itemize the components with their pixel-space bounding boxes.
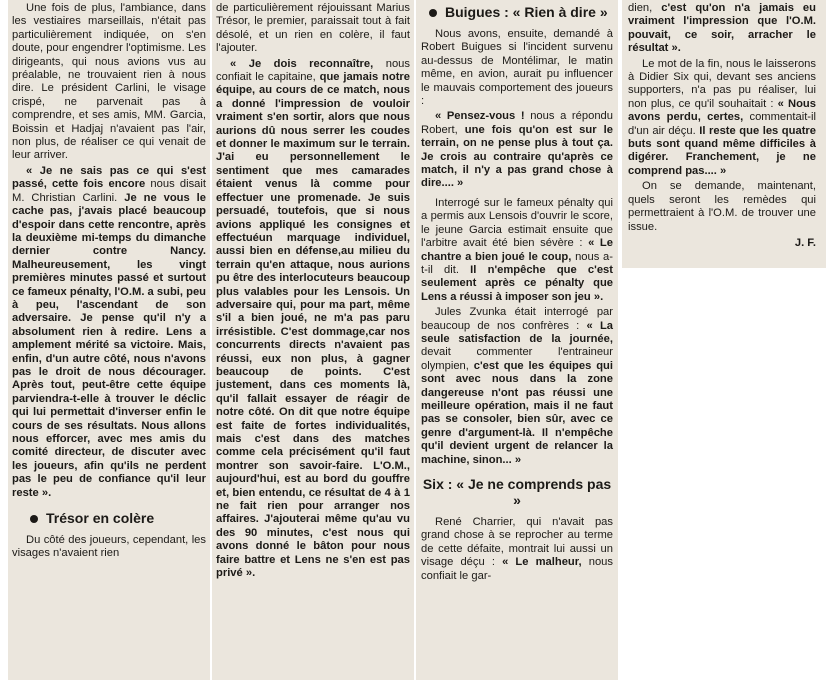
author-signature: J. F. xyxy=(794,236,816,249)
tresor-quote-paragraph xyxy=(216,58,410,581)
article-column-4 xyxy=(622,0,826,268)
six-paragraph xyxy=(628,58,816,179)
garcia-attribution: nous a-t-il dit. xyxy=(421,250,613,276)
zvunka-paragraph xyxy=(421,306,613,467)
six-attribution: commentait-il d'un air déçu. xyxy=(628,111,816,137)
carlini-quote: Je ne vous le cache pas, j'avais placé beaucoup d'espoir dans cette rencontre, après la deuxième mi-temps du dimanche dernier contre Nancy. Malheureusement, les vingt premières minutes passé et surtout ce fameux pénalty, l'O.M. a subi, peu à peu, l'ascendant de son adversaire. Je pense qu'il n'y a absolument rien à redire. Lens a amplement mérité sa victoire. Mais, enfin, d'un autre côté, nous n'avons pas le droit de nous décourager. Après tout, peut-être cette équipe parviendra-t-elle à trouver le déclic qui lui permettait d'inverser enfin le cours de ses résultats. Nous allons nous efforcer, avec mes amis du comité directeur, de discuter avec les joueurs, afin qu'ils ne perdent pas le peu de confiance qu'il leur reste ». xyxy=(12,191,206,499)
carlini-attribution: nous disait M. Christian Carlini. xyxy=(12,178,206,204)
garcia-quote-1: « Le chantre a bien joué le coup, xyxy=(421,237,613,263)
charrier-continued-intro: dien, xyxy=(628,2,662,14)
buigues-quote-paragraph xyxy=(421,110,613,190)
garcia-paragraph xyxy=(421,197,613,304)
article-column-2 xyxy=(212,0,414,680)
charrier-continued-quote: c'est qu'on n'a jamais eu vraiment l'impression que l'O.M. pouvait, ce soir, arracher le résultat ». xyxy=(628,2,816,55)
buigues-attribution: nous a répondu Robert, xyxy=(421,110,613,136)
tresor-attribution: nous confiait le capitaine, xyxy=(216,57,411,84)
six-quote-2: Il reste que les quatre buts sont quand même difficiles à digérer. Franchement, je ne comprend pas.... » xyxy=(628,124,816,177)
article-column-3 xyxy=(416,0,618,680)
tresor-quote: que jamais notre équipe, au cours de ce match, nous a donné l'impression de vouloir vraiment s'en sortir, alors que nous aurions dû nous serrer les coudes et donner le maximum sur le terrain. J'ai eu personnellement le sentiment que mes camarades étaient venus là comme pour effectuer une promenade. Je suis persuadé, toutefois, que si nous avions appliqué les consignes et effectuéun marquage individuel, aussi bien en défense,au milieu du terrain qu'en attaque, nous aurions pu être des interlocuteurs beaucoup plus valables pour les Lensois. Un adversaire qui, pour ma part, même s'il a bien joué, ne m'a pas paru irrésistible. C'est dommage,car nos concurrents directs n'avaient pas réussi, eux non plus, à gagner beaucoup de points. C'est justement, dans ces moments là, qu'il fallait essayer de réagir de notre côté. On dit que notre équipe est faite de fortes individualités, mais c'est dans des matches comme cela précisément qu'il faut montrer son savoir-faire. L'O.M., aujourd'hui, est au bord du gouffre et, bien entendu, ce résultat de 4 à 1 ne fait rien pour arranger nos affaires. J'ajouterai même qu'au vu des 90 minutes, c'est nous qui avons donné le bâton pour nous faire battre et Lens ne s'en est pas privé ». xyxy=(216,71,411,580)
six-intro: Le mot de la fin, nous le laisserons à Didier Six qui, devant ses anciens supporters, n'a pas pu réaliser, lui non plus, ce qu'il souhaitait : xyxy=(628,57,816,110)
section-heading-tresor-text: Trésor en colère xyxy=(46,510,155,527)
section-heading-six-text: Six : « Je ne comprends pas » xyxy=(422,476,612,508)
intro-paragraph: Une fois de plus, l'ambiance, dans les vestiaires marseillais, n'était pas particulièrement indiquée, on s'en doute, pour engendrer l'optimisme. Les dirigeants, qui nous avions vus au préalable, ne trouvaient rien à nous dire. Le président Carlini, le visage crispé, ne parvenait pas à comprendre, et ses amis, MM. Garcia, Boissin et Hadjaj n'avaient pas l'air, non plus, de réaliser ce qui venait de leur arriver. xyxy=(12,2,206,162)
tresor-quote-intro: « Je dois reconnaître, xyxy=(230,57,374,70)
section-heading-buigues xyxy=(429,4,613,20)
charrier-intro: René Charrier, qui n'avait pas grand chose à se reprocher au terme de cette défaite, montrait lui aussi un visage déçu : xyxy=(421,516,613,569)
article-column-1 xyxy=(8,0,210,680)
tresor-intro-paragraph: de particulièrement réjouissant Marius Trésor, le premier, paraissait tout à fait désolé, et un rien en colère, il faut l'ajouter. xyxy=(216,2,410,55)
carlini-quote-intro: « Je ne sais pas ce qui s'est passé, cette fois encore xyxy=(12,164,206,191)
zvunka-quote-1: « La seule satisfaction de la journée, xyxy=(421,319,614,345)
section-heading-tresor xyxy=(30,510,206,526)
buigues-intro-paragraph: Nous avons, ensuite, demandé à Robert Buigues si l'incident survenu au-dessus de Montélimar, le matin même, en avion, aurait pu influencer le mauvais comportement des joueurs : xyxy=(421,28,613,108)
bullet-icon xyxy=(429,9,437,17)
charrier-attribution: nous confiait le gar- xyxy=(421,556,613,582)
zvunka-intro: Jules Zvunka était interrogé par beaucoup de nos confrères : xyxy=(421,306,613,332)
zvunka-quote-2: c'est que les équipes qui sont avec nous dans la zone dangereuse n'ont pas réussi une meilleure opération, mais il ne faut pas se consoler, bien sûr, avec ce genre d'argument-là. Il n'empêche qu'il devient urgent de relancer la machine, sinon... » xyxy=(421,359,613,466)
bullet-icon xyxy=(30,515,38,523)
charrier-continued-paragraph xyxy=(628,2,816,56)
garcia-quote-2: Il n'empêche que c'est seulement après ce pénalty que Lens a réussi à imposer son jeu ». xyxy=(421,263,613,303)
charrier-paragraph xyxy=(421,516,613,583)
carlini-quote-paragraph xyxy=(12,165,206,500)
buigues-quote: une fois qu'on est sur le terrain, on ne pense plus à tout ça. Je crois au contraire qu'après ce match, il n'y a pas grand chose à dire.... » xyxy=(421,123,613,190)
section-heading-six xyxy=(421,476,613,508)
charrier-quote: « Le malheur, xyxy=(502,556,582,569)
section-heading-buigues-text: Buigues : « Rien à dire » xyxy=(445,4,608,20)
six-quote-1: « Nous avons perdu, certes, xyxy=(628,97,816,124)
garcia-intro: Interrogé sur le fameux pénalty qui a permis aux Lensois d'ouvrir le score, le jeune Garcia estimait ensuite que l'arbitre avait été bien sévère : xyxy=(421,196,613,250)
zvunka-attribution: devait commenter l'entraineur olympien, xyxy=(421,346,613,372)
buigues-quote-intro: « Pensez-vous ! xyxy=(435,110,531,123)
closing-paragraph: On se demande, maintenant, quels seront les remèdes qui permettraient à l'O.M. de trouver une issue. xyxy=(628,180,816,233)
players-paragraph: Du côté des joueurs, cependant, les visages n'avaient rien xyxy=(12,534,206,560)
